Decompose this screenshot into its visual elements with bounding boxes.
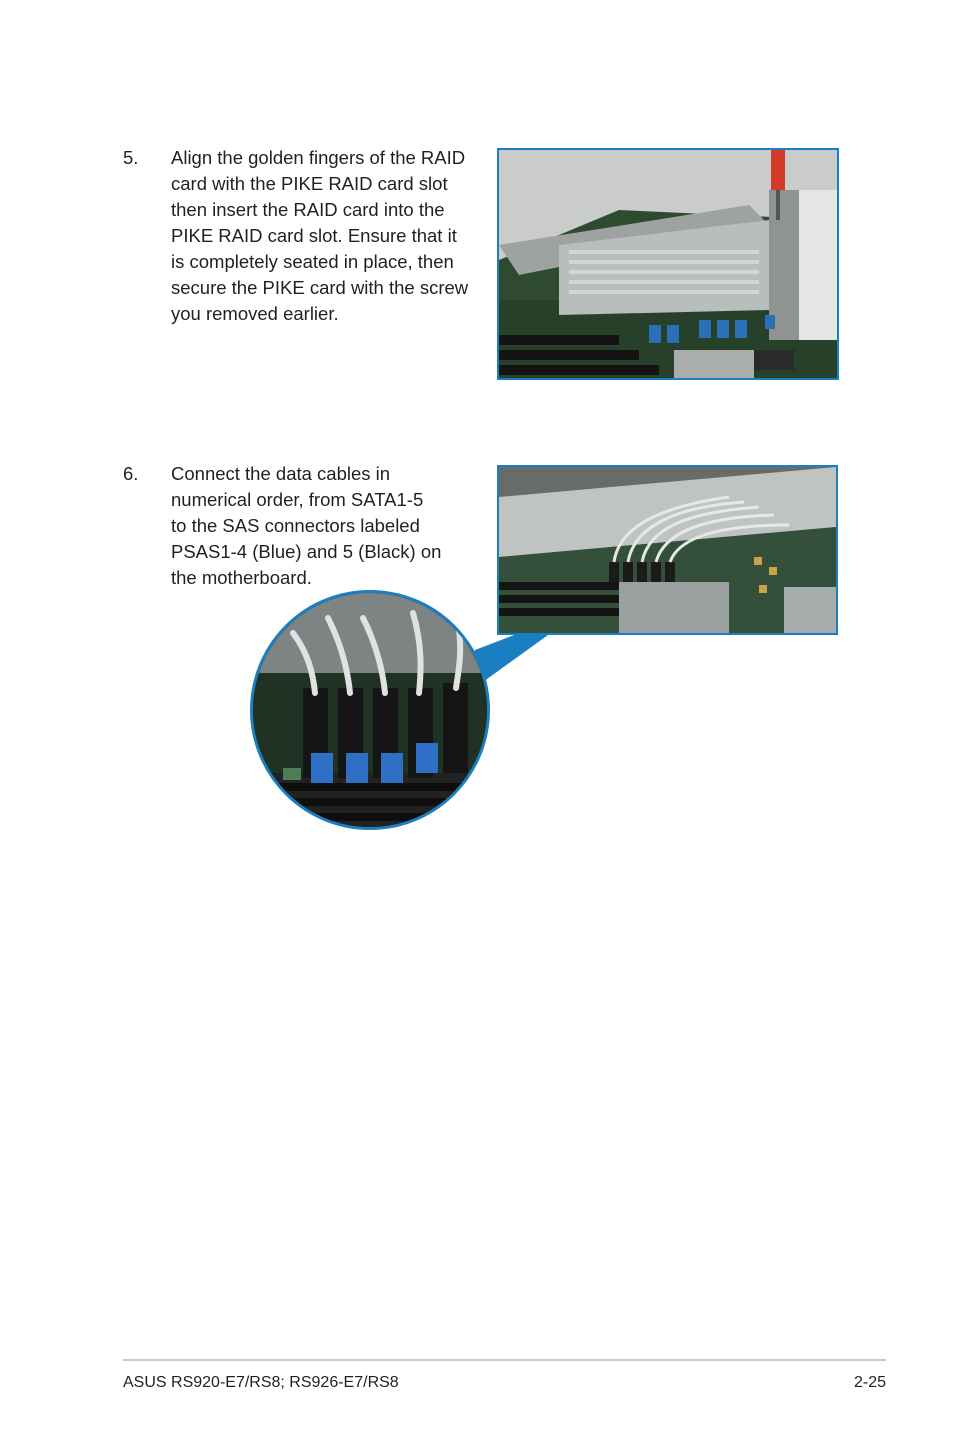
step-instruction [171,145,468,327]
instruction-line: to the SAS connectors labeled [171,515,420,536]
instruction-line: Align the golden fingers of the RAID [171,147,466,168]
footer-page-number: 2-25 [853,1374,886,1391]
instruction-line: the motherboard. [171,567,312,588]
sas-cables-illustration [499,467,836,633]
instruction-line: card with the PIKE RAID card slot [171,173,448,194]
instruction-line: PIKE RAID card slot. Ensure that it [171,225,457,246]
instruction-line: you removed earlier. [171,303,339,324]
step-5 [123,145,493,335]
footer-model: ASUS RS920-E7/RS8; RS926-E7/RS8 [123,1374,399,1391]
magnified-sas-connectors [253,593,490,830]
instruction-line: is completely seated in place, then [171,251,454,272]
instruction-line: secure the PIKE card with the screw [171,277,469,298]
instruction-line: PSAS1-4 (Blue) and 5 (Black) on [171,541,442,562]
step-number: 5. [123,147,139,168]
step-number: 6. [123,463,139,484]
raid-card-illustration [499,150,837,378]
sas-cables-photo [497,465,838,635]
zoom-magnifier-circle [250,590,490,830]
instruction-line: numerical order, from SATA1-5 [171,489,424,510]
instruction-line: Connect the data cables in [171,463,391,484]
raid-card-install-photo [497,148,839,380]
footer-divider [123,1359,886,1361]
instruction-line: then insert the RAID card into the [171,199,445,220]
